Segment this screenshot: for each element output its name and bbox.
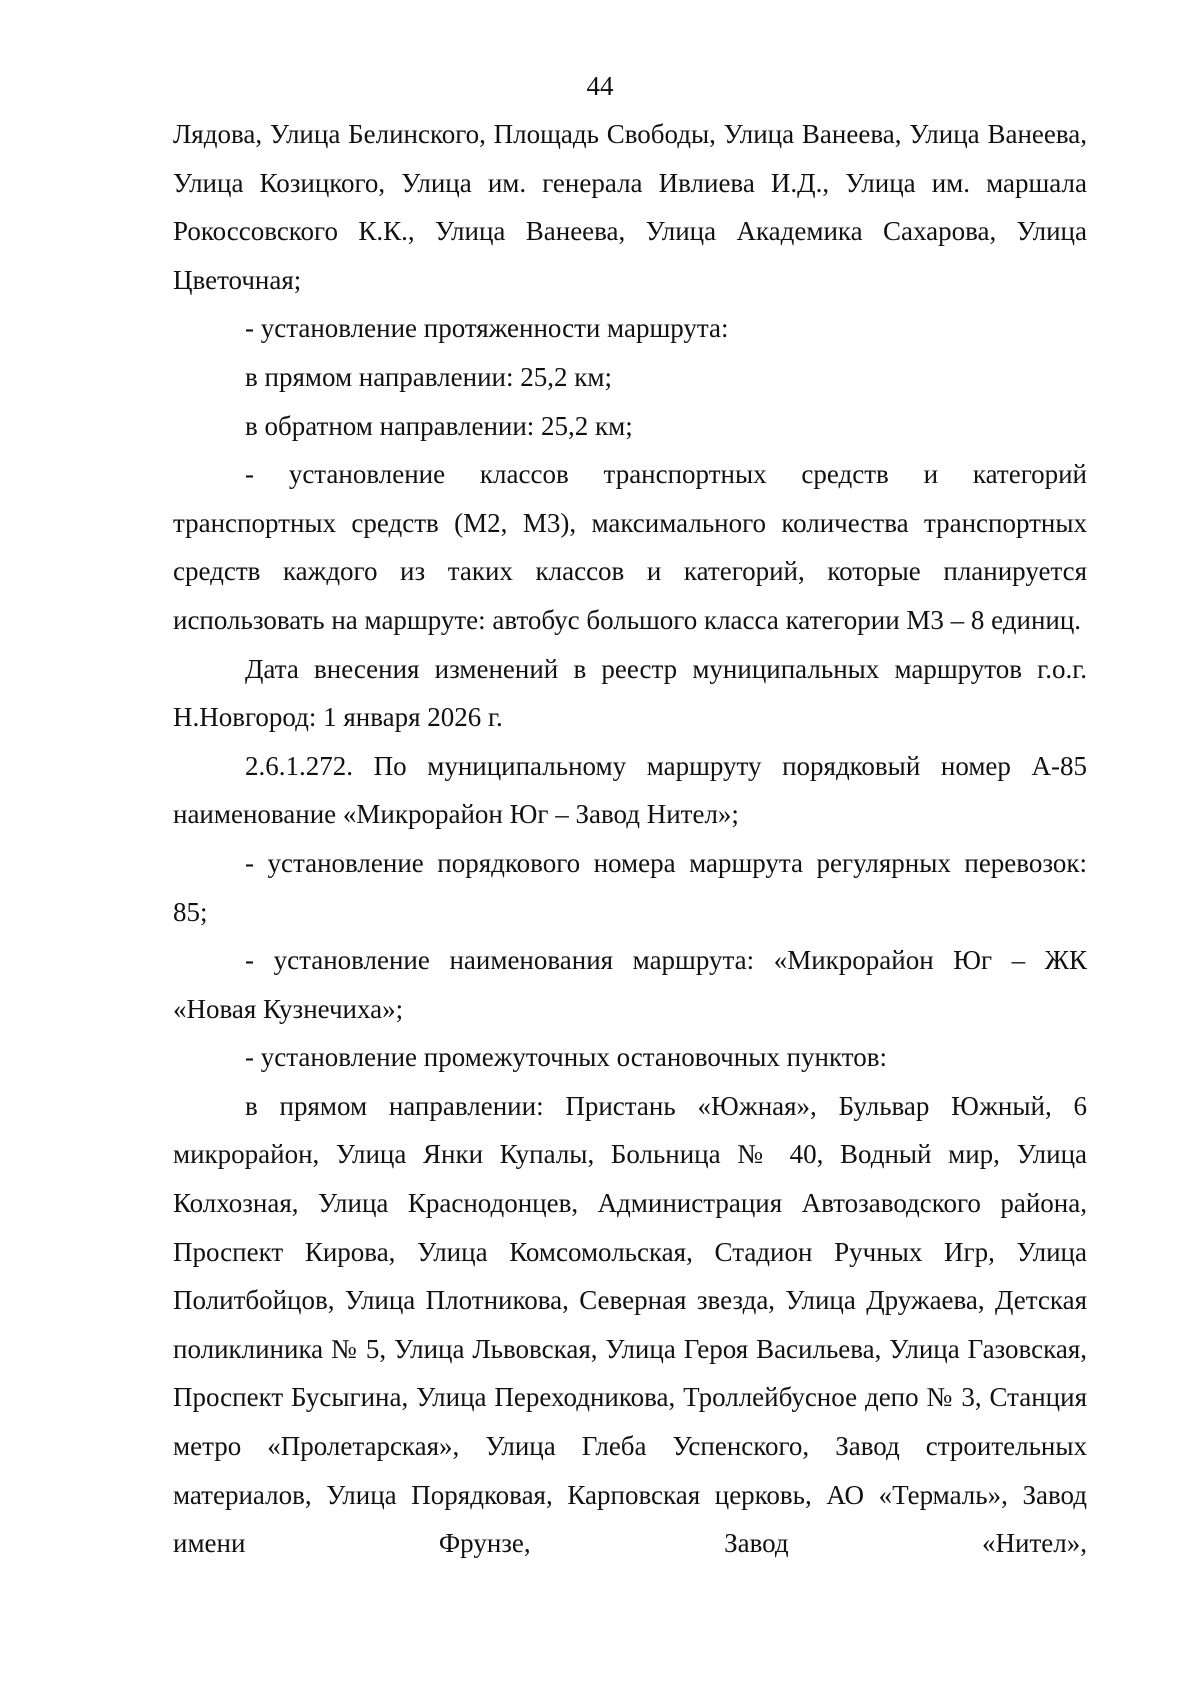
paragraph-intermediate-stops-heading: - установление промежуточных остановочных пунктов:	[245, 1042, 887, 1073]
paragraph-forward-stops: в прямом направлении: Пристань «Южная», Бульвар Южный, 6 микрорайон, Улица Янки Купалы, Больница № 40, Водный мир, Улица Колхозная, Улица Краснодонцев, Администрация Автозаводского района, Проспект Кирова, Улица Комсомольская, Стадион Ручных Игр, Улица Политбойцов, Улица Плотникова, Северная звезда, Улица Дружаева, Детская поликлиника № 5, Улица Львовская, Улица Героя Васильева, Улица Газовская, Проспект Бусыгина, Улица Переходникова, Троллейбусное депо № 3, Станция метро «Пролетарская», Улица Глеба Успенского, Завод строительных материалов, Улица Порядковая, Карповская церковь, АО «Термаль», Завод имени Фрунзе, Завод «Нител»,	[173, 1090, 1087, 1559]
paragraph-route-number: - установление порядкового номера маршрута регулярных перевозок: 85;	[173, 847, 1087, 927]
paragraph-route-length-heading: - установление протяженности маршрута:	[245, 313, 729, 344]
paragraph-forward-length: в прямом направлении: 25,2 км;	[245, 361, 612, 392]
document-body	[173, 110, 1087, 1568]
paragraph-stops-continuation: Лядова, Улица Белинского, Площадь Свободы, Улица Ванеева, Улица Ванеева, Улица Козицкого, Улица им. генерала Ивлиева И.Д., Улица им. маршала Рокоссовского К.К., Улица Ванеева, Улица Академика Сахарова, Улица Цветочная;	[173, 119, 1087, 295]
paragraph-vehicle-classes: - установление классов транспортных средств и категорий транспортных средств (М2, М3), максимального количества транспортных средств каждого из таких классов и категорий, которые планируется использовать на маршруте: автобус большого класса категории М3 – 8 единиц.	[173, 459, 1087, 635]
paragraph-registry-date: Дата внесения изменений в реестр муниципальных маршрутов г.о.г. Н.Новгород: 1 января 2026 г.	[173, 653, 1087, 733]
paragraph-route-a85-heading: 2.6.1.272. По муниципальному маршруту порядковый номер А-85 наименование «Микрорайон Юг – Завод Нител»;	[173, 750, 1087, 830]
paragraph-reverse-length: в обратном направлении: 25,2 км;	[245, 410, 633, 441]
page-number: 44	[586, 71, 614, 101]
paragraph-route-name: - установление наименования маршрута: «Микрорайон Юг – ЖК «Новая Кузнечиха»;	[173, 945, 1087, 1024]
